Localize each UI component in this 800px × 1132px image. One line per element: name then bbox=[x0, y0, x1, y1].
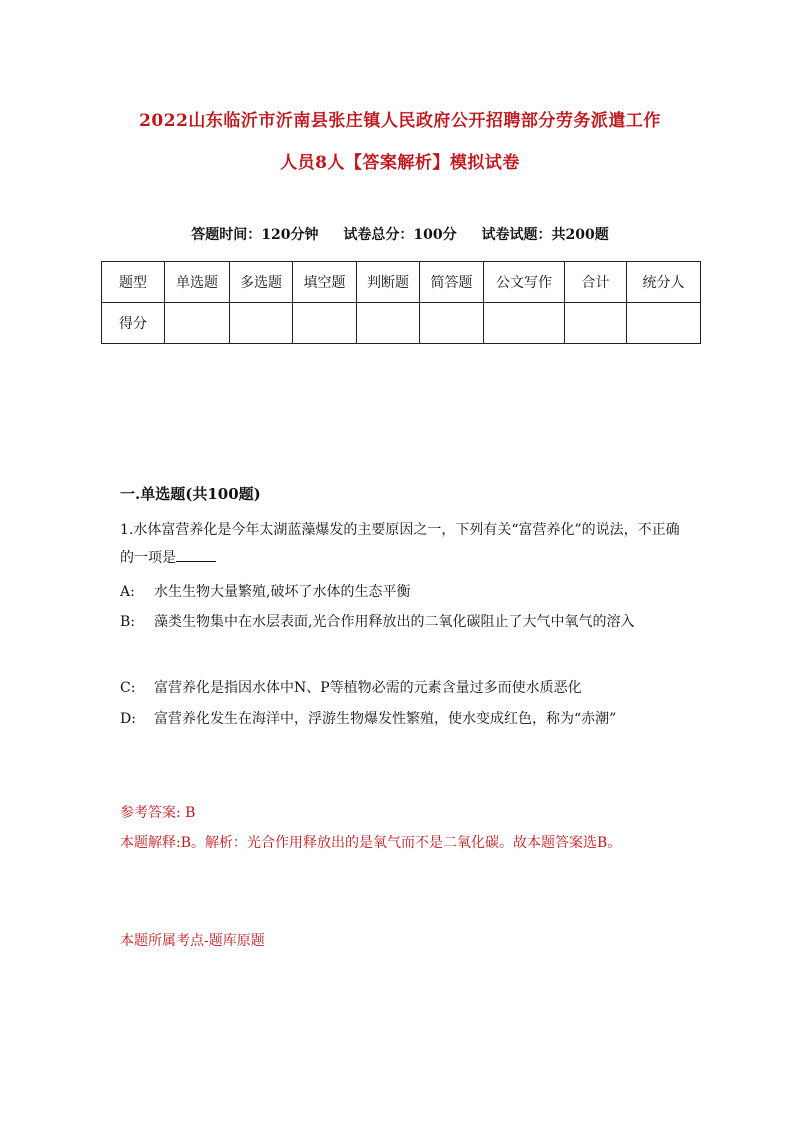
answer-explanation: 本题解释:B。解析：光合作用释放出的是氧气而不是二氧化碳。故本题答案选B。 bbox=[120, 835, 622, 851]
score-header-cell: 合计 bbox=[565, 262, 627, 303]
score-cell bbox=[484, 303, 565, 344]
answer-blank bbox=[176, 547, 216, 562]
exam-meta bbox=[0, 224, 800, 244]
score-cell bbox=[230, 303, 293, 344]
option-c bbox=[120, 674, 682, 702]
score-header-cell: 多选题 bbox=[230, 262, 293, 303]
question-stem-text: 1.水体富营养化是今年太湖蓝藻爆发的主要原因之一，下列有关“富营养化”的说法，不正确的一项是 bbox=[120, 522, 680, 566]
score-cell bbox=[565, 303, 627, 344]
score-header-cell: 单选题 bbox=[165, 262, 230, 303]
score-table-header-row bbox=[102, 262, 701, 303]
option-a bbox=[120, 578, 682, 606]
score-header-cell: 公文写作 bbox=[484, 262, 565, 303]
exam-title-line2: 人员8人【答案解析】模拟试卷 bbox=[280, 153, 520, 173]
score-table-score-row bbox=[102, 303, 701, 344]
score-table bbox=[101, 261, 701, 344]
option-letter: A: bbox=[120, 584, 135, 600]
score-row-label: 得分 bbox=[102, 303, 165, 344]
option-text: 富营养化发生在海洋中，浮游生物爆发性繁殖，使水变成红色，称为“赤潮” bbox=[154, 711, 617, 727]
score-cell bbox=[165, 303, 230, 344]
option-d bbox=[120, 705, 682, 733]
option-letter: B: bbox=[120, 614, 136, 630]
option-b bbox=[120, 608, 682, 636]
exam-question-count: 试卷试题：共200题 bbox=[481, 227, 609, 243]
score-header-cell: 统分人 bbox=[627, 262, 701, 303]
score-cell bbox=[357, 303, 420, 344]
option-text: 水生生物大量繁殖,破坏了水体的生态平衡 bbox=[154, 584, 411, 600]
section-heading: 一.单选题(共100题) bbox=[120, 485, 261, 503]
exam-title-line1: 2022山东临沂市沂南县张庄镇人民政府公开招聘部分劳务派遣工作 bbox=[139, 111, 661, 131]
score-cell bbox=[420, 303, 484, 344]
option-text: 藻类生物集中在水层表面,光合作用释放出的二氧化碳阻止了大气中氧气的溶入 bbox=[154, 614, 635, 630]
knowledge-point: 本题所属考点-题库原题 bbox=[120, 933, 265, 949]
score-header-cell: 题型 bbox=[102, 262, 165, 303]
score-header-cell: 简答题 bbox=[420, 262, 484, 303]
score-cell bbox=[293, 303, 357, 344]
exam-total-score: 试卷总分：100分 bbox=[343, 227, 457, 243]
score-cell bbox=[627, 303, 701, 344]
score-header-cell: 填空题 bbox=[293, 262, 357, 303]
reference-answer: 参考答案: B bbox=[120, 805, 196, 821]
option-letter: C: bbox=[120, 680, 136, 696]
score-header-cell: 判断题 bbox=[357, 262, 420, 303]
exam-time: 答题时间：120分钟 bbox=[191, 227, 319, 243]
question-stem bbox=[120, 516, 682, 572]
option-text: 富营养化是指因水体中N、P等植物必需的元素含量过多而使水质恶化 bbox=[154, 680, 582, 696]
option-letter: D: bbox=[120, 711, 136, 727]
